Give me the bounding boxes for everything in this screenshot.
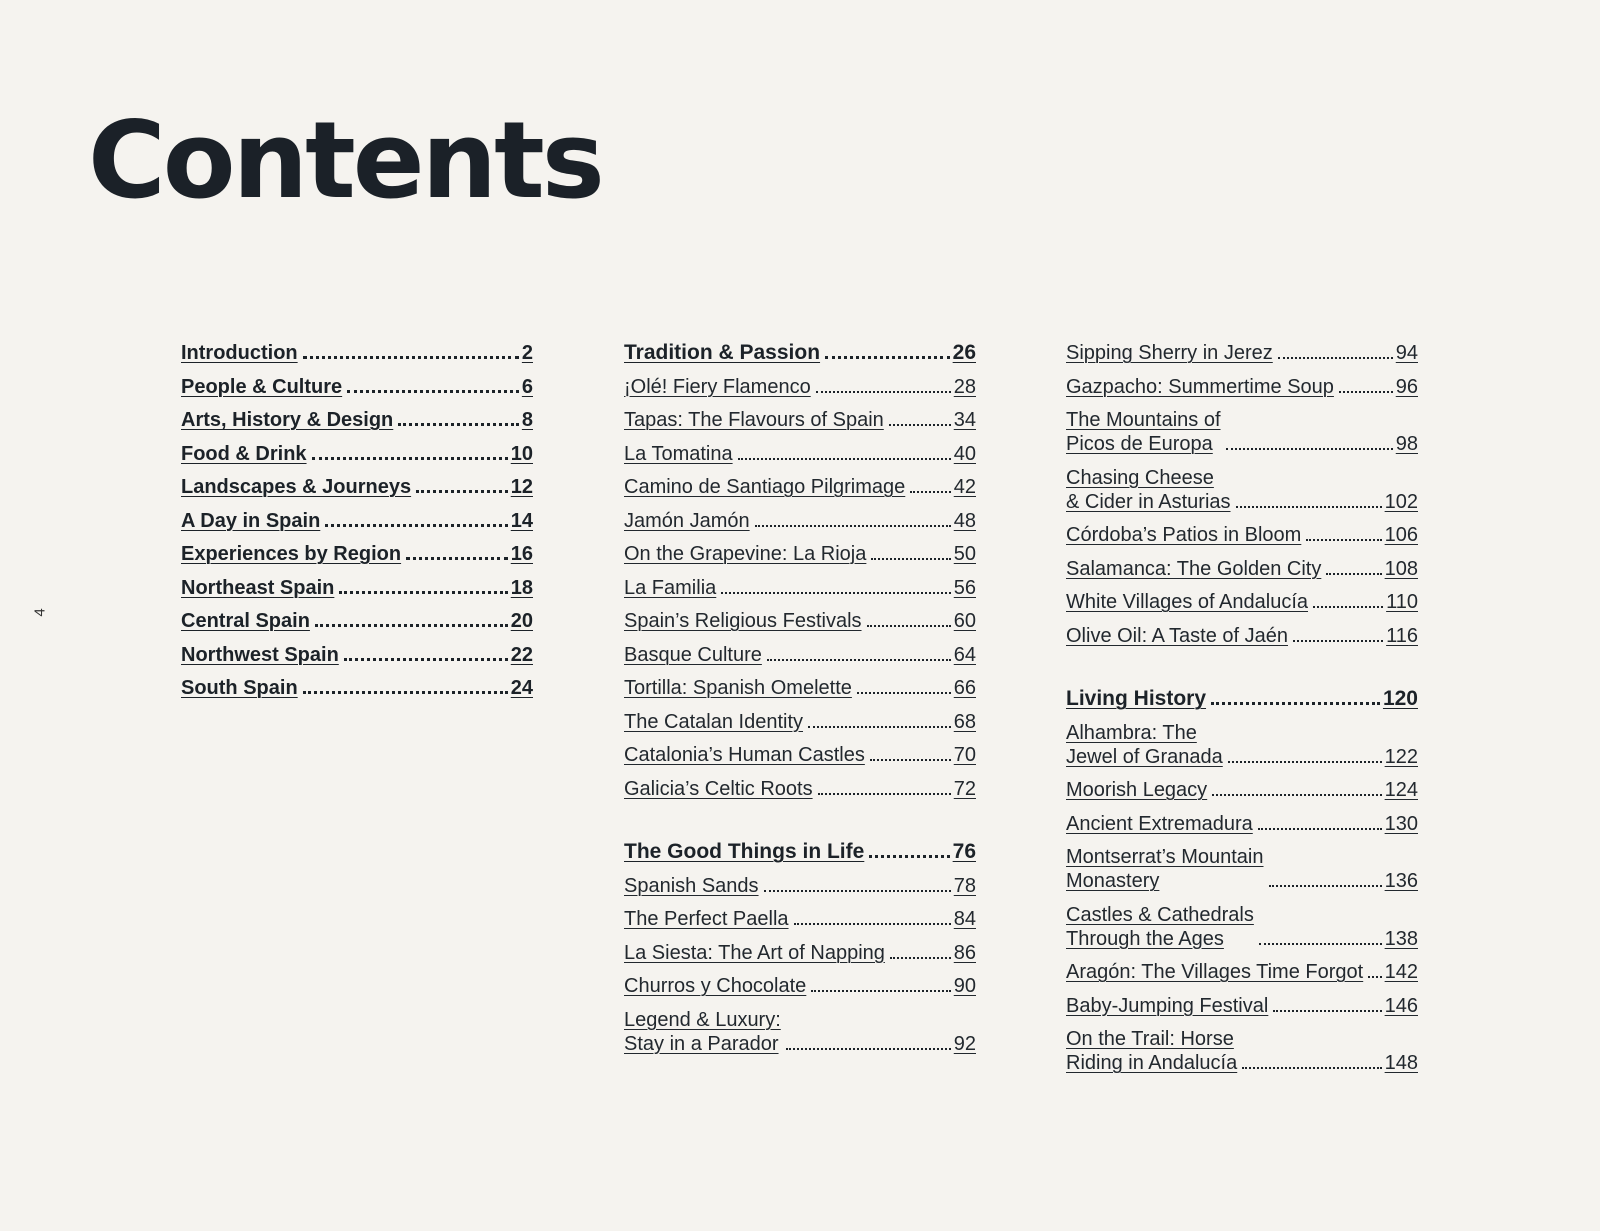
toc-section-heading[interactable]	[181, 442, 533, 466]
toc-entry-label[interactable]: Tapas: The Flavours of Spain	[624, 409, 884, 431]
toc-entry[interactable]	[1066, 994, 1418, 1018]
toc-entry-label[interactable]: White Villages of Andalucía	[1066, 591, 1309, 613]
toc-entry-title	[181, 542, 401, 566]
toc-page-number[interactable]: 136	[1384, 870, 1418, 892]
toc-entry[interactable]	[1066, 375, 1418, 399]
toc-entry-label-line2[interactable]: Stay in a Parador	[624, 1032, 779, 1055]
dot-leader	[347, 390, 519, 393]
dot-leader	[1242, 1067, 1381, 1069]
toc-page-number[interactable]: 14	[510, 509, 533, 532]
toc-entry-label[interactable]: Salamanca: The Golden City	[1066, 557, 1322, 580]
toc-entry-title	[624, 710, 803, 734]
toc-entry-title	[624, 974, 806, 998]
toc-entry-label-line2[interactable]: Jewel of Granada	[1066, 745, 1223, 768]
toc-section-heading[interactable]	[624, 341, 976, 365]
toc-entry-label[interactable]: Central Spain	[181, 610, 310, 632]
dot-leader	[1313, 606, 1383, 608]
toc-page-number[interactable]: 138	[1384, 927, 1418, 950]
toc-page-number[interactable]: 84	[953, 908, 976, 930]
toc-entry-label[interactable]: Living History	[1066, 687, 1207, 710]
toc-entry[interactable]	[1066, 590, 1418, 614]
toc-entry-label[interactable]: Montserrat’s Mountain	[1066, 846, 1264, 868]
toc-entry-label-line2[interactable]: Picos de Europa	[1066, 433, 1213, 455]
toc-page-number[interactable]: 102	[1384, 490, 1418, 513]
page-title: Contents	[88, 99, 602, 222]
toc-page-number[interactable]: 116	[1386, 624, 1418, 647]
toc-entry-label[interactable]: Landscapes & Journeys	[181, 476, 412, 498]
toc-entry-title	[624, 907, 789, 931]
toc-page-number[interactable]: 34	[953, 409, 976, 431]
toc-page-number[interactable]: 8	[521, 409, 533, 431]
toc-entry-title	[181, 676, 298, 700]
dot-leader	[416, 490, 508, 493]
toc-page-number[interactable]: 92	[953, 1032, 976, 1055]
toc-entry-label[interactable]: La Familia	[624, 576, 717, 599]
dot-leader	[767, 659, 951, 661]
toc-entry-label[interactable]: Gazpacho: Summertime Soup	[1066, 375, 1334, 398]
toc-entry[interactable]	[624, 509, 976, 533]
toc-entry-title	[181, 442, 307, 466]
toc-section-heading[interactable]	[181, 643, 533, 667]
toc-entry[interactable]	[1066, 812, 1418, 836]
toc-page-number[interactable]: 110	[1386, 591, 1418, 613]
dot-leader	[1212, 794, 1381, 796]
dot-leader	[1258, 828, 1382, 830]
dot-leader	[786, 1048, 951, 1050]
toc-entry-title	[624, 643, 762, 667]
toc-entry-label[interactable]: Northwest Spain	[181, 643, 339, 666]
dot-leader	[406, 557, 508, 560]
toc-entry-title	[1066, 903, 1254, 951]
toc-entry-title	[1066, 721, 1223, 769]
dot-leader	[808, 726, 951, 728]
dot-leader	[1259, 943, 1382, 945]
toc-entry-title	[624, 375, 811, 399]
toc-entry-label[interactable]: Tradition & Passion	[624, 341, 821, 364]
dot-leader	[1278, 357, 1393, 359]
toc-entry-label[interactable]: Baby-Jumping Festival	[1066, 994, 1269, 1017]
toc-entry-title	[1066, 812, 1253, 836]
toc-entry-title	[624, 475, 905, 499]
dot-leader	[1226, 448, 1393, 450]
toc-section-heading[interactable]	[181, 609, 533, 633]
toc-page-number[interactable]: 40	[953, 442, 976, 465]
toc-page-number[interactable]: 122	[1384, 745, 1418, 768]
dot-leader	[1236, 506, 1382, 508]
toc-entry-label[interactable]: People & Culture	[181, 375, 343, 398]
toc-entry[interactable]	[1066, 721, 1418, 769]
toc-page-number[interactable]: 96	[1395, 375, 1418, 398]
toc-page-number[interactable]: 86	[953, 941, 976, 964]
dot-leader	[1228, 761, 1382, 763]
toc-column-2	[624, 341, 976, 1065]
toc-entry[interactable]	[624, 542, 976, 566]
toc-entry-label[interactable]: Basque Culture	[624, 643, 762, 666]
dot-leader	[870, 759, 951, 761]
toc-entry[interactable]	[1066, 466, 1418, 514]
toc-section-heading[interactable]	[181, 676, 533, 700]
toc-section-heading[interactable]	[181, 509, 533, 533]
toc-entry-label[interactable]: Córdoba’s Patios in Bloom	[1066, 524, 1302, 546]
toc-entry-title	[624, 1008, 781, 1056]
toc-page-number[interactable]: 12	[510, 476, 533, 498]
dot-leader	[344, 658, 508, 661]
toc-entry[interactable]	[1066, 845, 1418, 893]
toc-page-number[interactable]: 90	[953, 975, 976, 997]
toc-entry-title	[624, 509, 750, 533]
toc-section-heading[interactable]	[181, 375, 533, 399]
toc-entry-label[interactable]: The Catalan Identity	[624, 710, 803, 733]
toc-entry[interactable]	[624, 941, 976, 965]
section-gap	[1066, 657, 1418, 687]
toc-entry-title	[181, 408, 393, 432]
toc-entry-label[interactable]: The Good Things in Life	[624, 840, 865, 863]
dot-leader	[889, 424, 951, 426]
toc-section-heading[interactable]	[181, 341, 533, 365]
toc-section-heading[interactable]	[1066, 687, 1418, 711]
toc-entry-label[interactable]: Alhambra: The	[1066, 721, 1197, 744]
toc-entry-title	[1066, 557, 1321, 581]
toc-entry-title	[1066, 590, 1308, 614]
toc-section-heading[interactable]	[181, 542, 533, 566]
toc-entry[interactable]	[1066, 903, 1418, 951]
toc-entry[interactable]	[624, 576, 976, 600]
toc-entry-title	[181, 643, 339, 667]
dot-leader	[303, 691, 508, 694]
dot-leader	[811, 990, 950, 992]
toc-entry-label[interactable]: On the Trail: Horse	[1066, 1028, 1234, 1050]
toc-entry-label[interactable]: La Siesta: The Art of Napping	[624, 941, 885, 964]
dot-leader	[794, 923, 951, 925]
toc-page-number[interactable]: 42	[953, 476, 976, 498]
dot-leader	[312, 457, 508, 460]
toc-entry-label[interactable]: Galicia’s Celtic Roots	[624, 777, 813, 800]
dot-leader	[871, 558, 950, 560]
toc-page-number[interactable]: 108	[1384, 557, 1418, 580]
toc-entry[interactable]	[624, 743, 976, 767]
toc-entry-title	[1066, 778, 1207, 802]
dot-leader	[910, 491, 950, 493]
section-gap	[624, 810, 976, 840]
toc-entry-label[interactable]: Spain’s Religious Festivals	[624, 610, 862, 632]
side-page-number: 4	[31, 608, 49, 617]
toc-entry[interactable]	[1066, 960, 1418, 984]
toc-page-number[interactable]: 2	[521, 342, 533, 364]
toc-entry-label[interactable]: Moorish Legacy	[1066, 779, 1208, 801]
toc-entry-title	[181, 375, 342, 399]
toc-entry[interactable]	[1066, 557, 1418, 581]
toc-page-number[interactable]: 28	[953, 375, 976, 398]
toc-column-1	[181, 341, 533, 710]
toc-entry-title	[181, 475, 411, 499]
dot-leader	[721, 592, 950, 594]
toc-entry-title	[1066, 624, 1288, 648]
toc-entry-title	[181, 609, 310, 633]
toc-entry-title	[1066, 523, 1301, 547]
toc-entry[interactable]	[1066, 523, 1418, 547]
dot-leader	[764, 890, 951, 892]
toc-entry-title	[624, 408, 884, 432]
toc-entry-label[interactable]: Tortilla: Spanish Omelette	[624, 677, 852, 699]
toc-page-number[interactable]: 48	[953, 509, 976, 532]
toc-entry-label[interactable]: Food & Drink	[181, 442, 307, 465]
toc-entry-title	[1066, 994, 1268, 1018]
toc-section-heading[interactable]	[181, 576, 533, 600]
toc-entry-title	[624, 941, 885, 965]
toc-page-number[interactable]: 124	[1384, 779, 1418, 801]
toc-entry-label[interactable]: South Spain	[181, 677, 298, 699]
dot-leader	[1211, 702, 1380, 705]
toc-section-heading[interactable]	[624, 840, 976, 864]
dot-leader	[755, 525, 951, 527]
toc-entry-title	[181, 341, 298, 365]
toc-page-number[interactable]: 146	[1384, 994, 1418, 1017]
toc-entry[interactable]	[624, 1008, 976, 1056]
toc-entry-label[interactable]: Churros y Chocolate	[624, 975, 807, 997]
toc-entry[interactable]	[1066, 408, 1418, 456]
toc-entry[interactable]	[624, 874, 976, 898]
dot-leader	[867, 625, 951, 627]
toc-entry-title	[624, 840, 864, 864]
toc-page-number[interactable]: 6	[521, 375, 533, 398]
toc-entry[interactable]	[624, 974, 976, 998]
toc-page-number[interactable]: 22	[510, 643, 533, 666]
toc-entry-label[interactable]: On the Grapevine: La Rioja	[624, 543, 867, 565]
toc-entry-title	[1066, 845, 1264, 893]
toc-entry-title	[624, 542, 866, 566]
toc-entry-title	[624, 874, 759, 898]
toc-entry[interactable]	[624, 907, 976, 931]
toc-entry-title	[624, 777, 813, 801]
toc-entry-label[interactable]: ¡Olé! Fiery Flamenco	[624, 375, 811, 398]
toc-entry[interactable]	[624, 777, 976, 801]
toc-entry-label[interactable]: The Mountains of	[1066, 409, 1221, 431]
toc-entry-title	[624, 609, 862, 633]
toc-page-number[interactable]: 98	[1395, 433, 1418, 455]
toc-entry-label[interactable]: Spanish Sands	[624, 874, 759, 897]
toc-page-number[interactable]: 70	[953, 744, 976, 766]
toc-entry-title	[1066, 375, 1334, 399]
toc-entry-title	[181, 576, 334, 600]
toc-page-number[interactable]: 24	[510, 677, 533, 699]
toc-entry-label[interactable]: A Day in Spain	[181, 509, 321, 532]
toc-page-number[interactable]: 50	[953, 543, 976, 565]
toc-entry-title	[1066, 408, 1221, 456]
dot-leader	[1269, 885, 1382, 887]
toc-page-number[interactable]: 26	[952, 341, 976, 364]
toc-page-number[interactable]: 18	[510, 576, 533, 599]
toc-page-number[interactable]: 64	[953, 643, 976, 666]
toc-entry[interactable]	[624, 475, 976, 499]
toc-entry-title	[1066, 341, 1273, 365]
toc-page-number[interactable]: 76	[952, 840, 976, 863]
toc-entry-title	[624, 341, 820, 365]
toc-entry-label[interactable]: Aragón: The Villages Time Forgot	[1066, 961, 1364, 983]
toc-entry-title	[624, 576, 716, 600]
toc-entry-label[interactable]: Olive Oil: A Taste of Jaén	[1066, 624, 1288, 647]
toc-entry-label[interactable]: Experiences by Region	[181, 543, 402, 565]
toc-entry-label-line2[interactable]: Through the Ages	[1066, 927, 1224, 950]
dot-leader	[1326, 573, 1381, 575]
toc-page-number[interactable]: 20	[510, 610, 533, 632]
toc-page-number[interactable]: 130	[1384, 812, 1418, 835]
toc-page-number[interactable]: 10	[510, 442, 533, 465]
dot-leader	[816, 391, 951, 393]
toc-entry-label[interactable]: Jamón Jamón	[624, 509, 750, 532]
toc-page-number[interactable]: 142	[1384, 961, 1418, 983]
toc-entry-label[interactable]: Arts, History & Design	[181, 409, 394, 431]
dot-leader	[825, 356, 950, 359]
toc-entry-title	[1066, 466, 1231, 514]
dot-leader	[1368, 976, 1381, 978]
toc-entry-label[interactable]: Introduction	[181, 342, 298, 364]
toc-entry-title	[624, 442, 733, 466]
toc-entry-title	[624, 676, 852, 700]
toc-entry-label[interactable]: Ancient Extremadura	[1066, 812, 1253, 835]
toc-page-number[interactable]: 68	[953, 710, 976, 733]
toc-page-number[interactable]: 106	[1384, 524, 1418, 546]
toc-entry[interactable]	[1066, 341, 1418, 365]
toc-entry-label[interactable]: Legend & Luxury:	[624, 1008, 781, 1031]
toc-entry-label[interactable]: Camino de Santiago Pilgrimage	[624, 476, 906, 498]
toc-entry-label[interactable]: Chasing Cheese	[1066, 466, 1214, 489]
dot-leader	[315, 624, 508, 627]
toc-page-number[interactable]: 56	[953, 576, 976, 599]
toc-page-number[interactable]: 120	[1382, 687, 1418, 710]
dot-leader	[738, 458, 951, 460]
toc-entry[interactable]	[1066, 1027, 1418, 1075]
toc-entry-label[interactable]: Catalonia’s Human Castles	[624, 744, 865, 766]
toc-page-number[interactable]: 66	[953, 677, 976, 699]
toc-entry[interactable]	[1066, 778, 1418, 802]
toc-entry[interactable]	[624, 676, 976, 700]
toc-page-number[interactable]: 72	[953, 777, 976, 800]
toc-entry-label[interactable]: Sipping Sherry in Jerez	[1066, 342, 1273, 364]
dot-leader	[1339, 391, 1393, 393]
toc-entry-label[interactable]: La Tomatina	[624, 442, 733, 465]
toc-section-heading[interactable]	[181, 408, 533, 432]
dot-leader	[398, 423, 519, 426]
toc-page-number[interactable]: 78	[953, 874, 976, 897]
toc-entry-label[interactable]: Northeast Spain	[181, 576, 335, 599]
toc-entry-label-line2[interactable]: & Cider in Asturias	[1066, 490, 1231, 513]
toc-entry[interactable]	[1066, 624, 1418, 648]
toc-entry[interactable]	[624, 408, 976, 432]
dot-leader	[1306, 539, 1381, 541]
dot-leader	[325, 524, 507, 527]
toc-entry-title	[181, 509, 320, 533]
dot-leader	[339, 591, 507, 594]
toc-column-3	[1066, 341, 1418, 1085]
toc-entry[interactable]	[624, 609, 976, 633]
toc-entry-label-line2[interactable]: Riding in Andalucía	[1066, 1052, 1238, 1074]
dot-leader	[857, 692, 951, 694]
toc-entry[interactable]	[624, 442, 976, 466]
dot-leader	[303, 356, 519, 359]
toc-entry-title	[624, 743, 865, 767]
toc-page-number[interactable]: 16	[510, 543, 533, 565]
toc-page-number[interactable]: 94	[1395, 342, 1418, 364]
toc-entry-title	[1066, 687, 1206, 711]
toc-entry-title	[1066, 960, 1363, 984]
toc-entry-label-line2[interactable]: Monastery	[1066, 870, 1160, 892]
toc-entry[interactable]	[624, 710, 976, 734]
dot-leader	[818, 793, 951, 795]
toc-page-number[interactable]: 148	[1384, 1052, 1418, 1074]
toc-entry-label[interactable]: The Perfect Paella	[624, 908, 789, 930]
dot-leader	[1273, 1010, 1381, 1012]
toc-section-heading[interactable]	[181, 475, 533, 499]
dot-leader	[1293, 640, 1383, 642]
toc-entry[interactable]	[624, 643, 976, 667]
dot-leader	[869, 855, 949, 858]
toc-entry[interactable]	[624, 375, 976, 399]
toc-page-number[interactable]: 60	[953, 610, 976, 632]
toc-entry-title	[1066, 1027, 1237, 1075]
toc-entry-label[interactable]: Castles & Cathedrals	[1066, 903, 1254, 926]
dot-leader	[890, 957, 951, 959]
